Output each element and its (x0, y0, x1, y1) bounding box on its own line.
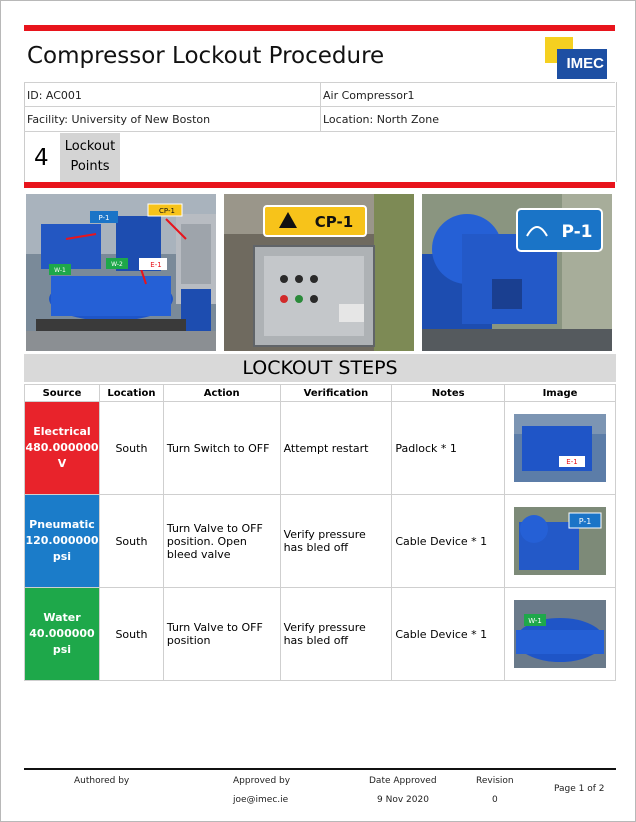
location-cell: South (99, 402, 163, 495)
location-cell: South (99, 495, 163, 588)
image-cell (505, 588, 616, 681)
col-header-verification: Verification (280, 385, 392, 402)
source-value: 40.000000 (29, 627, 95, 640)
col-header-location: Location (99, 385, 163, 402)
tag-p1-small: P-1 (98, 214, 110, 222)
col-header-notes: Notes (392, 385, 505, 402)
revision-label: Revision (476, 776, 514, 786)
col-header-image: Image (505, 385, 616, 402)
col-header-source: Source (25, 385, 100, 402)
pneumatic-photo (422, 194, 612, 351)
location: Location: North Zone (323, 113, 439, 126)
col-header-action: Action (163, 385, 280, 402)
source-type: Water (43, 611, 81, 624)
image-cell (505, 402, 616, 495)
approved-by-label: Approved by (233, 776, 291, 786)
source-type: Pneumatic (29, 518, 95, 531)
page-number: Page 1 of 2 (554, 784, 605, 794)
lockout-points-label: Lockout Points (60, 133, 120, 182)
action-cell: Turn Valve to OFF position. Open bleed valve (163, 495, 280, 588)
source-value: 480.000000 (25, 441, 99, 454)
source-unit: V (57, 457, 67, 470)
control-panel-photo (224, 194, 414, 351)
source-unit: psi (52, 643, 72, 656)
notes-cell: Cable Device * 1 (392, 588, 505, 681)
notes-cell: Cable Device * 1 (392, 495, 505, 588)
date-approved-label: Date Approved (369, 776, 437, 786)
table-row (25, 588, 616, 681)
facility: Facility: University of New Boston (27, 113, 211, 126)
tag-w1-small: W-1 (54, 267, 66, 274)
image-cell (505, 495, 616, 588)
notes-cell: Padlock * 1 (392, 402, 505, 495)
action-cell: Turn Switch to OFF (163, 402, 280, 495)
location-cell: South (99, 588, 163, 681)
date-approved-value: 9 Nov 2020 (377, 795, 429, 805)
step-thumbnail (514, 600, 606, 668)
imec-logo (545, 37, 607, 79)
table-row (25, 495, 616, 588)
tag-w2-small: W-2 (111, 261, 123, 268)
thumb-tag: E-1 (566, 458, 578, 466)
action-cell: Turn Valve to OFF position (163, 588, 280, 681)
tag-p1-large: P-1 (561, 222, 593, 242)
logo-text: IMEC (557, 49, 607, 79)
step-thumbnail (514, 414, 606, 482)
overview-photo (26, 194, 216, 351)
table-header-row (25, 385, 616, 402)
page-title: Compressor Lockout Procedure (27, 43, 385, 69)
source-cell (25, 588, 100, 681)
verification-cell: Verify pressure has bled off (280, 495, 392, 588)
lockout-steps-header: LOCKOUT STEPS (24, 354, 616, 382)
procedure-id: ID: AC001 (27, 89, 82, 102)
lockout-steps-table (24, 384, 616, 681)
table-row (25, 402, 616, 495)
source-cell (25, 495, 100, 588)
tag-cp1-small: CP-1 (159, 207, 175, 215)
thumb-tag: W-1 (528, 617, 542, 625)
source-unit: psi (52, 550, 72, 563)
header-bottom-bar (24, 182, 615, 188)
source-value: 120.000000 (25, 534, 99, 547)
source-type: Electrical (33, 425, 91, 438)
step-thumbnail (514, 507, 606, 575)
asset-name: Air Compressor1 (323, 89, 415, 102)
footer-divider (24, 768, 616, 770)
lockout-count: 4 (34, 145, 49, 171)
source-cell (25, 402, 100, 495)
thumb-tag: P-1 (578, 517, 592, 526)
verification-cell: Verify pressure has bled off (280, 588, 392, 681)
revision-value: 0 (492, 795, 498, 805)
authored-by-label: Authored by (74, 776, 130, 786)
header-top-bar (24, 25, 615, 31)
tag-cp1-large: CP-1 (314, 213, 354, 231)
approved-by-value: joe@imec.ie (233, 795, 289, 805)
verification-cell: Attempt restart (280, 402, 392, 495)
tag-e1-small: E-1 (150, 261, 162, 269)
